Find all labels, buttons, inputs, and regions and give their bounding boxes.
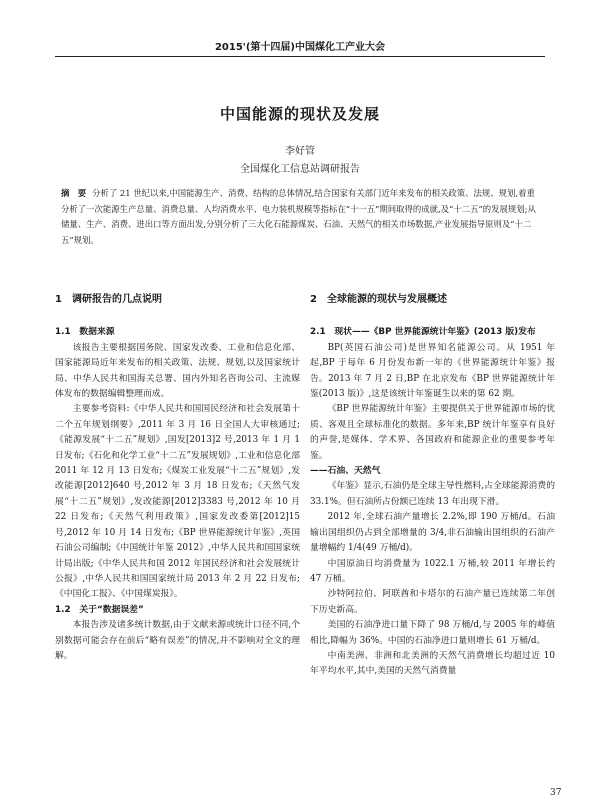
paragraph: 《年鉴》显示,石油仍是全球主导性燃料,占全球能源消费的 33.1%。但石油所占份额已连续 13 年出现下滑。 (310, 481, 555, 507)
subheading-oil-gas: ——石油、天然气 (310, 466, 381, 477)
author: 李好管 (285, 146, 315, 157)
paragraph: 主要参考资料:《中华人民共和国国民经济和社会发展第十二个五年规划纲要》,2011 年 3 月 16 日全国人大审核通过;《能源发展“十二五”规划》,国发[2013]2 号,2013 年 1 月 1 日发布;《石化和化学工业“十二五”发展规划》,工业和信息化部 2011 年 12 月 13 日发布;《煤炭工业发展“十二五”规划》,发改能源[2012]640 号,2012 年 3 月 18 日发布;《天然气发展“十二五”规划》,发改能源[2012]3383 号,2012 年 10 月 22 日发布;《天然气利用政策》,国家发改委第[2012]15 号,2012 年 10 月 14 日发布;《BP 世界能源统计年鉴》,英国石油公司编制;《中国统计年鉴 2012》,中华人民共和国国家统计局出版;《中华人民共和国 2012 年国民经济和社会发展统计公报》,中华人民共和国国家统计局 2013 年 2 月 22 日发布;《中国化工报》、《中国煤炭报》。 (55, 404, 300, 600)
subsection-heading-1-2: 1.2 关于“数据误差” (55, 604, 144, 615)
paragraph: 本报告涉及诸多统计数据,由于文献来源或统计口径不同,个别数据可能会存在前后“略有误差”的情况,并不影响对全文的理解。 (55, 620, 300, 661)
paper-title: 中国能源的现状及发展 (219, 105, 380, 123)
paragraph: 中南美洲、非洲和北美洲的天然气消费增长均超过近 10 年平均水平,其中,美国的天然气消费量 (310, 650, 555, 677)
section-heading-1: 1 调研报告的几点说明 (55, 294, 162, 305)
abstract (61, 186, 541, 248)
abstract-label: 摘 要 (61, 188, 87, 198)
left-column (55, 292, 300, 664)
paragraph: 该报告主要根据国务院、国家发改委、工业和信息化部、国家能源局近年来发布的相关政策、法规、规划,以及国家统计局、中华人民共和国海关总署、国内外知名咨询公司、主流媒体发布的数据编辑整理而成。 (55, 342, 300, 400)
paragraph: 2012 年,全球石油产量增长 2.2%,即 190 万桶/d。石油输出国组织仍占到全部增量的 3/4,非石油输出国组织的石油产量增幅约 1/4(49 万桶/d)。 (310, 512, 555, 554)
paragraph: BP(英国石油公司)是世界知名能源公司。从 1951 年起,BP 于每年 6 月份发布新一年的《世界能源统计年鉴》报告。2013 年 7 月 2 日,BP 在北京发布《BP 世界能源统计年鉴(2013 版)》,这是该统计年鉴诞生以来的第 62 期。 (310, 342, 555, 400)
abstract-text: 分析了 21 世纪以来,中国能源生产、消费、结构的总体情况,结合国家有关部门近年来发布的相关政策、法规、规划,着重分析了一次能源生产总量、消费总量、人均消费水平、电力装机规模等指标在“十一五”期间取得的成就,及“十二五”的发展规划;从储量、生产、消费、进出口等方面出发,分别分析了三大化石能源煤炭、石油、天然气的相关市场数据,产业发展指导原则及“十二五”规划。 (61, 188, 536, 245)
page-number: 37 (550, 788, 562, 798)
paragraph: 《BP 世界能源统计年鉴》主要提供关于世界能源市场的优质、客观且全球标准化的数据。多年来,BP 统计年鉴享有良好的声誉,是媒体、学术界、各国政府和能源企业的重要参考年鉴。 (310, 404, 555, 461)
subsection-heading-2-1: 2.1 现状——《BP 世界能源统计年鉴》(2013 版)发布 (310, 327, 536, 338)
affiliation: 全国煤化工信息站调研报告 (240, 164, 360, 175)
paragraph: 沙特阿拉伯、阿联酋和卡塔尔的石油产量已连续第二年创下历史新高。 (310, 589, 555, 615)
paragraph: 中国原油日均消费量为 1022.1 万桶,较 2011 年增长约 47 万桶。 (310, 558, 555, 584)
right-column (310, 292, 555, 680)
running-header: 2015'(第十四届)中国煤化工产业大会 (214, 42, 386, 53)
subsection-heading-1-1: 1.1 数据来源 (55, 327, 115, 338)
paragraph: 美国的石油净进口量下降了 98 万桶/d,与 2005 年的峰值相比,降幅为 36%。中国的石油净进口量则增长 61 万桶/d。 (310, 620, 555, 646)
header-rule (55, 56, 545, 57)
section-heading-2: 2 全球能源的现状与发展概述 (310, 294, 447, 305)
